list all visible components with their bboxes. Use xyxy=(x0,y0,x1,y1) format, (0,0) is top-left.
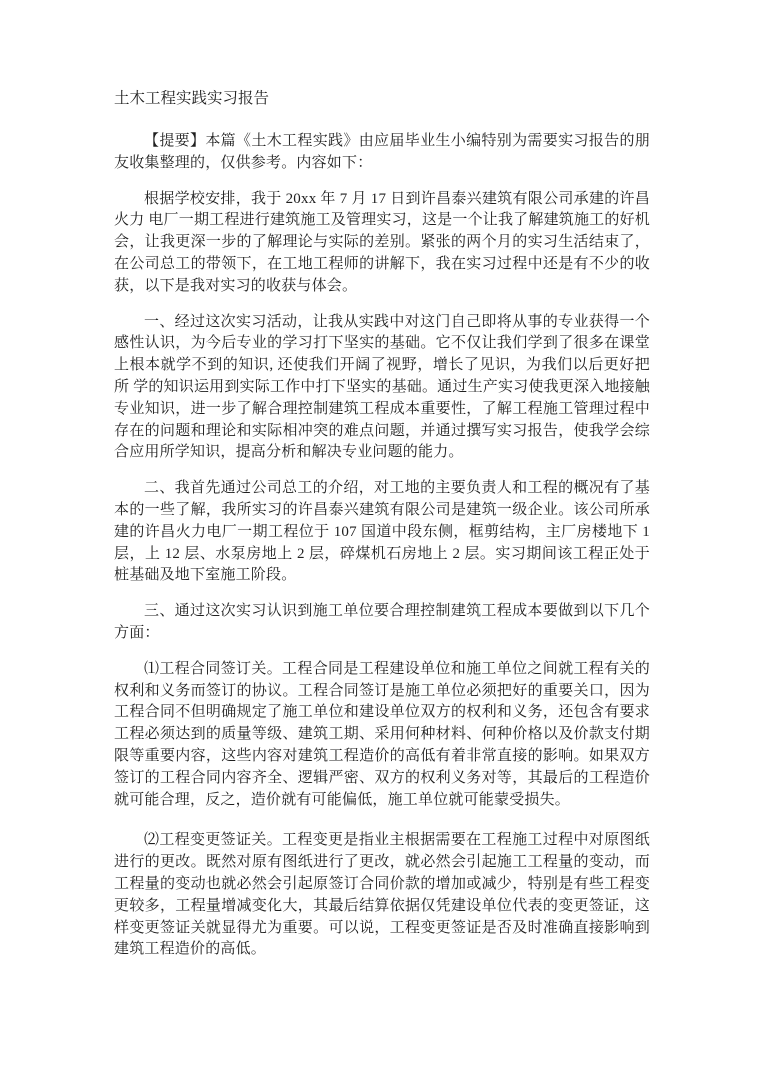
paragraph-section-3: 三、通过这次实习认识到施工单位要合理控制建筑工程成本要做到以下几个方面： xyxy=(114,603,650,641)
paragraph-section-1: 一、经过这次实习活动，让我从实践中对这门自己即将从事的专业获得一个感性认识，为今后专业的学习打下坚实的基础。它不仅让我们学到了很多在课堂上根本就学不到的知识, 还使我们开阔了视野，增长了见识，为我们以后更好把所 学的知识运用到实际工作中打下坚实的基础。通过生产实习使我更深入地接触专业知识，进一步了解合理控制建筑工程成本重要性，了解工程施工管理过程中存在的问题和理论和实际相冲突的难点问题，并通过撰写实习报告，使我学会综合应用所学知识，提高分析和解决专业问题的能力。 xyxy=(114,313,650,461)
paragraph-section-2: 二、我首先通过公司总工的介绍，对工地的主要负责人和工程的概况有了基本的一些了解，我所实习的许昌泰兴建筑有限公司是建筑一级企业。该公司所承建的许昌火力电厂一期工程位于 107 国道中段东侧，框剪结构，主厂房楼地下 1 层，上 12 层、水泵房地上 2 层，碎煤机石房地上 2 层。实习期间该工程正处于桩基础及地下室施工阶段。 xyxy=(114,480,650,584)
paragraph-intro: 根据学校安排，我于 20xx 年 7 月 17 日到许昌泰兴建筑有限公司承建的许昌火力 电厂一期工程进行建筑施工及管理实习，这是一个让我了解建筑施工的好机会，让我更深一步的了解理论与实际的差别。紧张的两个月的实习生活结束了，在公司总工的带领下，在工地工程师的讲解下，我在实习过程中还是有不少的收获，以下是我对实习的收获与体会。 xyxy=(114,190,650,294)
paragraph-abstract: 【提要】本篇《土木工程实践》由应届毕业生小编特别为需要实习报告的朋友收集整理的，仅供参考。内容如下： xyxy=(114,133,650,171)
document-title: 土木工程实践实习报告 xyxy=(114,90,270,107)
paragraph-item-1: ⑴工程合同签订关。工程合同是工程建设单位和施工单位之间就工程有关的权利和义务而签订的协议。工程合同签订是施工单位必须把好的重要关口，因为工程合同不但明确规定了施工单位和建设单位双方的权利和义务，还包含有要求工程必须达到的质量等级、建筑工期、采用何种材料、何种价格以及价款支付期限等重要内容，这些内容对建筑工程造价的高低有着非常直接的影响。如果双方签订的工程合同内容齐全、逻辑严密、双方的权利义务对等，其最后的工程造价就可能合理，反之，造价就有可能偏低，施工单位就可能蒙受损失。 xyxy=(114,660,650,808)
paragraph-item-2: ⑵工程变更签证关。工程变更是指业主根据需要在工程施工过程中对原图纸进行的更改。既然对原有图纸进行了更改，就必然会引起施工工程量的变动，而工程量的变动也就必然会引起原签订合同价款的增加或减少，特别是有些工程变更较多，工程量增减变化大，其最后结算依据仅凭建设单位代表的变更签证，这样变更签证关就显得尤为重要。可以说，工程变更签证是否及时准确直接影响到建筑工程造价的高低。 xyxy=(114,832,650,958)
